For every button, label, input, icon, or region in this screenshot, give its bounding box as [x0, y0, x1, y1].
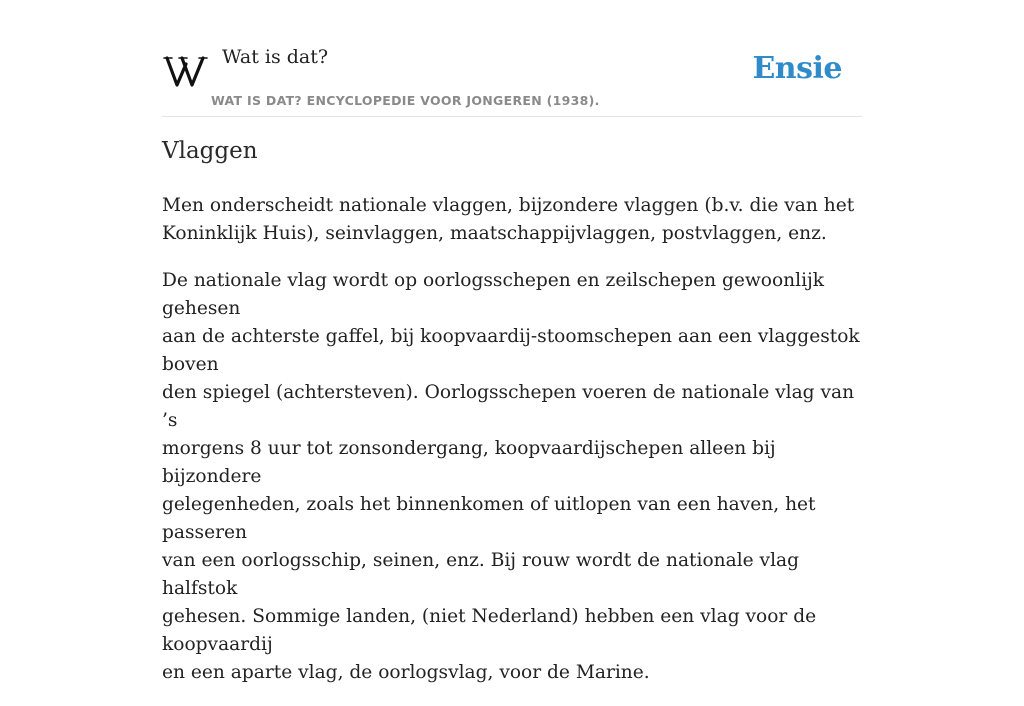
text-line: gelegenheden, zoals het binnenkomen of uitlopen van een haven, het passeren [162, 494, 816, 543]
article-title: Vlaggen [162, 138, 258, 164]
wikipedia-w-icon[interactable] [164, 52, 208, 90]
text-line: van een oorlogsschip, seinen, enz. Bij rouw wordt de nationale vlag halfstok [162, 550, 799, 599]
text-line: gehesen. Sommige landen, (niet Nederland) hebben een vlag voor de koopvaardij [162, 606, 817, 655]
ensie-logo-link[interactable]: Ensie [752, 51, 842, 86]
text-line: Men onderscheidt nationale vlaggen, bijzondere vlaggen (b.v. die van het [162, 195, 855, 216]
paragraph-1 [162, 192, 862, 248]
source-header [162, 40, 862, 117]
paragraph-2 [162, 267, 862, 687]
article-body [162, 192, 862, 706]
text-line: Koninklijk Huis), seinvlaggen, maatschappijvlaggen, postvlaggen, enz. [162, 223, 827, 244]
text-line: aan de achterste gaffel, bij koopvaardij-stoomschepen aan een vlaggestok boven [162, 326, 860, 375]
source-title[interactable]: Wat is dat? [222, 46, 329, 68]
text-line: en een aparte vlag, de oorlogsvlag, voor de Marine. [162, 662, 650, 683]
source-subtitle: WAT IS DAT? ENCYCLOPEDIE VOOR JONGEREN (1938). [211, 93, 600, 108]
text-line: den spiegel (achtersteven). Oorlogsschepen voeren de nationale vlag van ’s [162, 382, 855, 431]
text-line: morgens 8 uur tot zonsondergang, koopvaardijschepen alleen bij bijzondere [162, 438, 776, 487]
text-line: De nationale vlag wordt op oorlogsschepen en zeilschepen gewoonlijk gehesen [162, 270, 825, 319]
